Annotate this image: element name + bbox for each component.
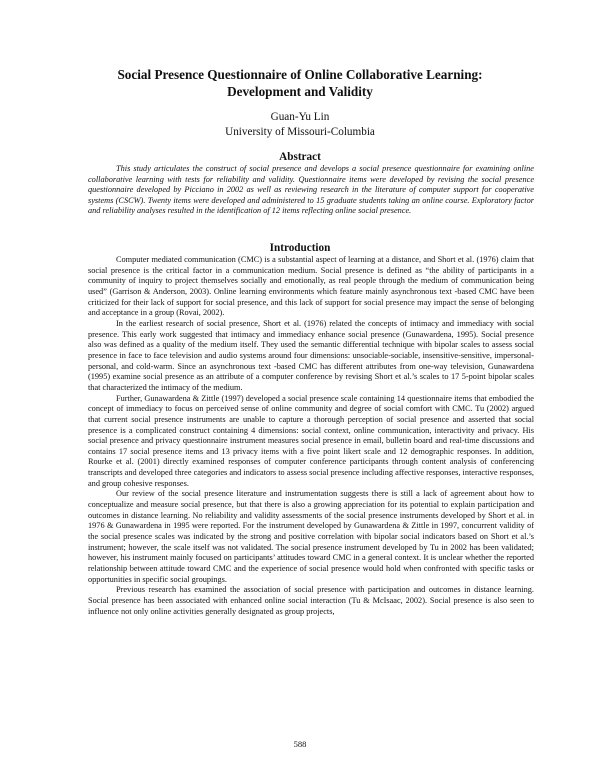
title-line-1: Social Presence Questionnaire of Online Collaborative Learning: <box>117 67 483 82</box>
paragraph-1: Computer mediated communication (CMC) is a substantial aspect of learning at a distance, and Short et al. (1976) claim that social presence is the critical factor in a communication medium. Social presence is defined as “the ability of participants in a community of inquiry to project themselves socially and emotionally, as real people through the medium of communication being used” (Garrison & Anderson, 2003). Online learning environments which feature mainly asynchronous text -based CMC have been criticized for their lack of support for social presence, and this lack of support for social presence may impact the sense of belonging and acceptance in a group (Rovai, 2002). <box>88 255 534 318</box>
author-affiliation: University of Missouri-Columbia <box>225 126 375 138</box>
title-line-2: Development and Validity <box>227 84 373 99</box>
page-number: 588 <box>293 739 307 749</box>
paragraph-3: Further, Gunawardena & Zittle (1997) developed a social presence scale containing 14 questionnaire items that embodied the concept of immediacy to focus on perceived sense of online community and degree of social comfort with CMC. Tu (2002) argued that current social presence instruments are unable to capture a thorough perception of social presence and asserted that social presence is a complicated construct containing 4 dimensions: social context, online communication, interactivity and privacy. His social presence and privacy questionnaire instrument measures social presence in email, bulletin board and real-time discussions and contains 17 social presence items and 13 privacy items with a five point likert scale and 12 demographic responses. In addition, Rourke et al. (2001) directly examined responses of computer conference participants through content analysis of conferencing transcripts and developed three categories and indicators to assess social presence including affective responses, interactive responses, and group cohesive responses. <box>88 393 534 488</box>
introduction-body <box>88 255 534 617</box>
abstract-body: This study articulates the construct of social presence and develops a social presence questionnaire for examining online collaborative learning with tests for reliability and validity. Questionnaire items were developed by revising the social presence questionnaire developed by Picciano in 2002 as well as reviewing research in the literature of computer support for cooperative systems (CSCW). Twenty items were developed and administered to 15 graduate students taking an online course. Exploratory factor and reliability analyses resulted in the identification of 12 items reflecting online social presence. <box>88 164 534 216</box>
paragraph-4: Our review of the social presence literature and instrumentation suggests there is still a lack of agreement about how to conceptualize and measure social presence, but that there is also a growing appreciation for its potential to explain participation and outcomes in distance learning. No reliability and validity assessments of the social presence instruments developed by Short et al. in 1976 & Gunawardena in 1995 were reported. For the instrument developed by Gunawardena & Zittle in 1997, concurrent validity of the social presence scales was indicated by the strong and positive correlation with bipolar social indicators based on Short et al.’s instrument; however, the scale itself was not validated. The social presence instrument developed by Tu in 2002 has been validated; however, his instrument mainly focused on participants’ attitudes toward CMC in a general context. It is unclear whether the reported relationship between attitude toward CMC and the experience of social presence would hold when confronted with specific tasks or opportunities in specific social groupings. <box>88 489 534 584</box>
paragraph-5: Previous research has examined the association of social presence with participation and outcomes in distance learning. Social presence has been associated with enhanced online social interaction (Tu & McIsaac, 2002). Social presence is also seen to influence not only online activities generally designated as group projects, <box>88 585 534 616</box>
paragraph-2: In the earliest research of social presence, Short et al. (1976) related the concepts of intimacy and immediacy with social presence. This early work suggested that intimacy and immediacy enhance social presence (Gunawardena, 1995). Social presence also was defined as a quality of the medium itself. They used the semantic differential technique with bipolar scales to assess social presence in face to face television and audio systems around four dimensions: unsociable-sociable, insensitive-sensitive, impersonal-personal, and cold-warm. Since an asynchronous text -based CMC has different attributes from one-way television, Gunawardena (1995) examine social presence as an attribute of a computer conference by revising Short et al.’s scales to 17 5-point bipolar scales that characterized the intimacy of the medium. <box>88 318 534 392</box>
author-name: Guan-Yu Lin <box>270 111 330 123</box>
abstract-heading: Abstract <box>279 151 321 163</box>
introduction-heading: Introduction <box>269 242 331 254</box>
paper-title <box>60 66 540 100</box>
